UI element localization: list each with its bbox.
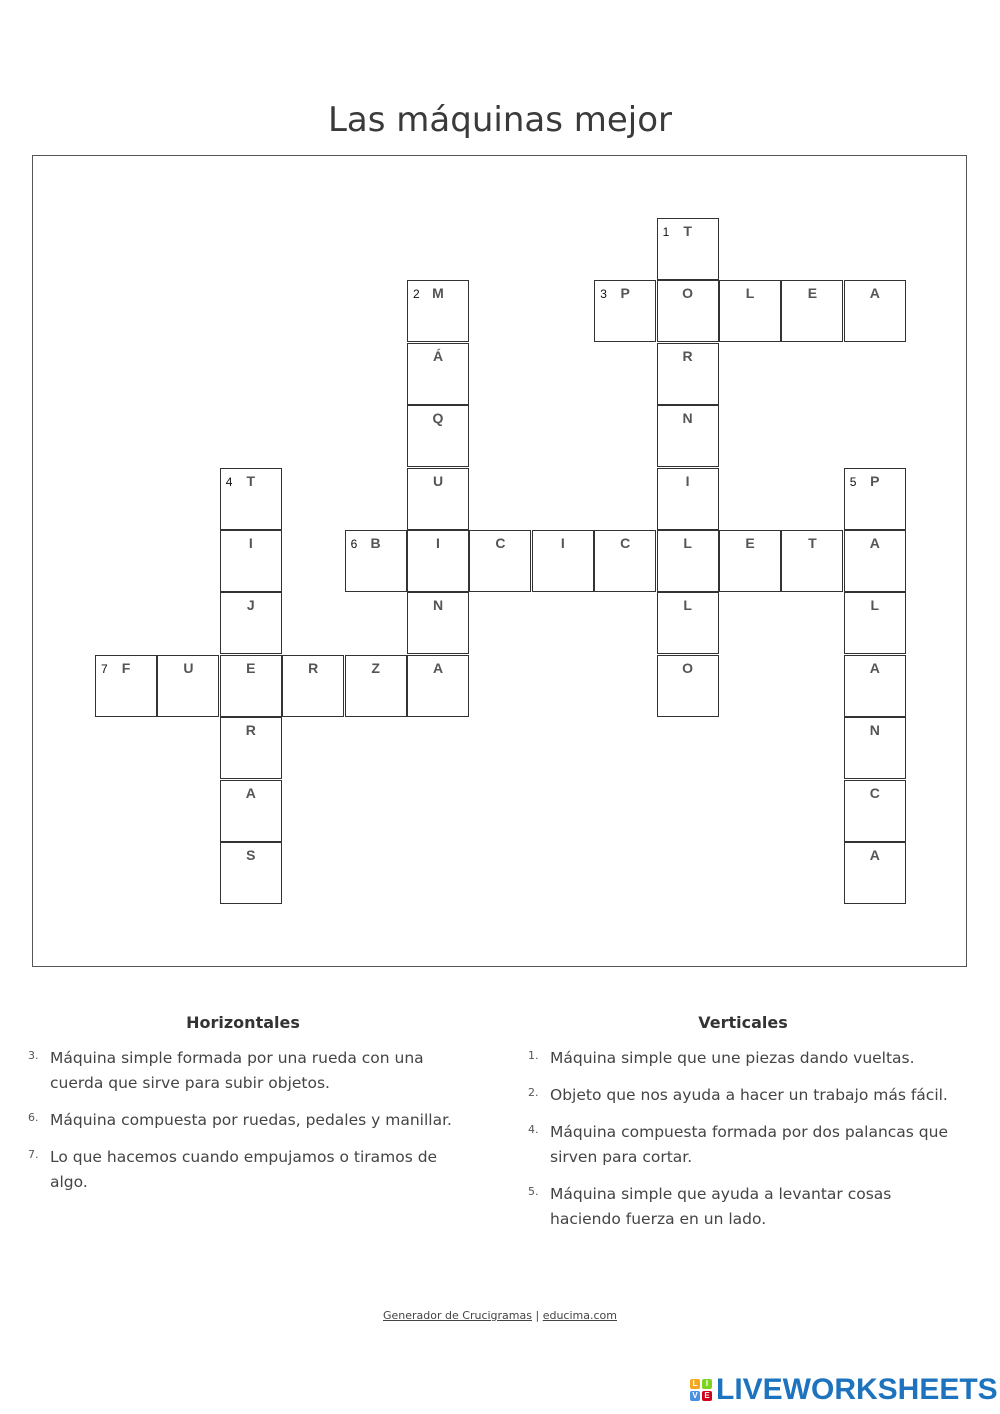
crossword-cell[interactable] [407, 530, 469, 592]
horizontal-clues-heading: Horizontales [186, 1013, 300, 1032]
clue-text: Máquina simple que une piezas dando vueltas. [550, 1049, 915, 1067]
cell-letter: N [432, 597, 444, 614]
site-link[interactable]: educima.com [542, 1309, 617, 1322]
crossword-cell[interactable] [469, 530, 531, 592]
cell-letter: C [869, 784, 880, 801]
cell-letter: A [869, 285, 880, 302]
cell-letter: Z [371, 659, 380, 676]
cell-letter: T [683, 223, 692, 239]
crossword-cell[interactable] [407, 655, 469, 717]
cell-letter: Q [432, 410, 444, 427]
crossword-cell[interactable] [220, 717, 282, 779]
crossword-cell[interactable] [657, 468, 719, 530]
clue-number: 5. [528, 1185, 539, 1198]
horizontal-clues [28, 1013, 458, 1207]
clue-item [528, 1120, 958, 1170]
clue-item [28, 1046, 458, 1096]
cell-letter: A [869, 535, 880, 551]
badge-letter: V [690, 1391, 700, 1401]
cell-letter: P [620, 285, 630, 302]
cell-letter: B [370, 535, 381, 551]
crossword-cell[interactable] [532, 530, 594, 592]
clue-number: 7. [28, 1148, 39, 1161]
cell-letter: I [560, 535, 565, 551]
cell-letter: R [308, 659, 319, 676]
cell-letter: A [245, 784, 256, 801]
clue-text: Máquina simple que ayuda a levantar cosas haciendo fuerza en un lado. [550, 1185, 892, 1228]
cell-letter: L [683, 597, 692, 614]
footer-separator: | [535, 1309, 540, 1322]
crossword-cell[interactable] [345, 530, 407, 592]
crossword-cell[interactable] [781, 530, 843, 592]
cell-letter: L [870, 597, 880, 614]
crossword-cell[interactable] [719, 280, 781, 342]
badge-letter: E [702, 1391, 712, 1401]
cell-number: 7 [101, 661, 108, 676]
clue-number: 4. [528, 1123, 539, 1136]
crossword-cell[interactable] [844, 842, 906, 904]
brand-name: LIVEWORKSHEETS [716, 1373, 998, 1406]
clue-number: 2. [528, 1086, 539, 1099]
cell-letter: A [869, 847, 880, 863]
crossword-cell[interactable] [220, 592, 282, 654]
crossword-cell[interactable] [844, 468, 906, 530]
cell-letter: N [682, 410, 693, 427]
cell-letter: E [745, 535, 755, 551]
clue-text: Máquina compuesta formada por dos palancas que sirven para cortar. [550, 1123, 949, 1166]
crossword-cell[interactable] [657, 592, 719, 654]
cell-letter: O [682, 659, 694, 676]
cell-letter: R [682, 347, 693, 364]
cell-letter: N [869, 722, 880, 739]
crossword-cell[interactable] [657, 218, 719, 280]
crossword-cell[interactable] [407, 592, 469, 654]
crossword-cell[interactable] [844, 530, 906, 592]
cell-letter: F [121, 659, 131, 676]
cell-letter: M [432, 285, 444, 302]
cell-letter: P [870, 472, 880, 489]
cell-letter: U [183, 659, 194, 676]
crossword-cell[interactable] [407, 280, 469, 342]
cell-letter: T [246, 472, 256, 489]
clue-text: Máquina compuesta por ruedas, pedales y manillar. [50, 1111, 452, 1129]
cell-number: 3 [600, 287, 607, 302]
cell-letter: U [432, 472, 444, 489]
crossword-cell[interactable] [220, 780, 282, 842]
badge-letter: L [690, 1379, 700, 1389]
crossword-cell[interactable] [220, 842, 282, 904]
crossword-cell[interactable] [345, 655, 407, 717]
cell-letter: A [869, 659, 880, 676]
crossword-cell[interactable] [594, 530, 656, 592]
crossword-cell[interactable] [157, 655, 219, 717]
badge-letter: I [702, 1379, 712, 1389]
clue-number: 1. [528, 1049, 539, 1062]
cell-letter: E [246, 659, 256, 676]
crossword-cell[interactable] [657, 655, 719, 717]
crossword-cell[interactable] [657, 405, 719, 467]
brand-logo[interactable] [690, 1372, 998, 1408]
crossword-cell[interactable] [220, 655, 282, 717]
brand-badge-icon [690, 1379, 712, 1401]
vertical-clues [528, 1013, 958, 1244]
crossword-cell[interactable] [407, 468, 469, 530]
crossword-cell[interactable] [844, 592, 906, 654]
cell-letter: L [745, 285, 755, 302]
crossword-grid [32, 155, 967, 967]
cell-letter: R [245, 722, 256, 739]
crossword-cell[interactable] [657, 280, 719, 342]
cell-number: 4 [225, 474, 233, 489]
crossword-cell[interactable] [594, 280, 656, 342]
clue-text: Lo que hacemos cuando empujamos o tiramos de algo. [50, 1148, 438, 1191]
cell-letter: O [682, 285, 694, 302]
footer [0, 1309, 1000, 1322]
crossword-cell[interactable] [844, 717, 906, 779]
cell-letter: I [685, 472, 690, 489]
clue-item [528, 1046, 958, 1071]
crossword-cell[interactable] [407, 405, 469, 467]
crossword-cell[interactable] [844, 655, 906, 717]
cell-letter: L [683, 535, 692, 551]
page-title: Las máquinas mejor [327, 100, 672, 140]
crossword-cell[interactable] [220, 530, 282, 592]
cell-letter: I [436, 535, 440, 551]
clue-text: Máquina simple formada por una rueda con una cuerda que sirve para subir objetos. [50, 1049, 424, 1092]
clue-item [28, 1108, 458, 1133]
crossword-cell[interactable] [844, 280, 906, 342]
crossword-cell[interactable] [781, 280, 843, 342]
cell-number: 2 [413, 287, 420, 302]
generator-link[interactable]: Generador de Crucigramas [383, 1309, 532, 1322]
cell-letter: S [246, 847, 256, 863]
crossword-cell[interactable] [657, 530, 719, 592]
cell-letter: Á [432, 347, 444, 364]
cell-letter: C [620, 535, 631, 551]
cell-number: 5 [849, 474, 857, 489]
clue-item [528, 1083, 958, 1108]
clue-text: Objeto que nos ayuda a hacer un trabajo más fácil. [550, 1086, 948, 1104]
cell-letter: T [808, 535, 817, 551]
cell-number: 1 [662, 225, 670, 239]
crossword-cell[interactable] [844, 780, 906, 842]
crossword-cell[interactable] [407, 343, 469, 405]
cell-letter: E [807, 285, 818, 302]
cell-letter: J [246, 597, 255, 614]
cell-letter: C [495, 535, 506, 551]
clue-item [28, 1145, 458, 1195]
cell-letter: I [248, 535, 253, 551]
crossword-cell[interactable] [95, 655, 157, 717]
crossword-cell[interactable] [657, 343, 719, 405]
crossword-cell[interactable] [282, 655, 344, 717]
crossword-cell[interactable] [220, 468, 282, 530]
clue-item [528, 1182, 958, 1232]
crossword-cell[interactable] [719, 530, 781, 592]
cell-number: 6 [350, 537, 358, 551]
clue-number: 6. [28, 1111, 39, 1124]
vertical-clues-heading: Verticales [698, 1013, 788, 1032]
cell-letter: A [432, 659, 444, 676]
clue-number: 3. [28, 1049, 39, 1062]
